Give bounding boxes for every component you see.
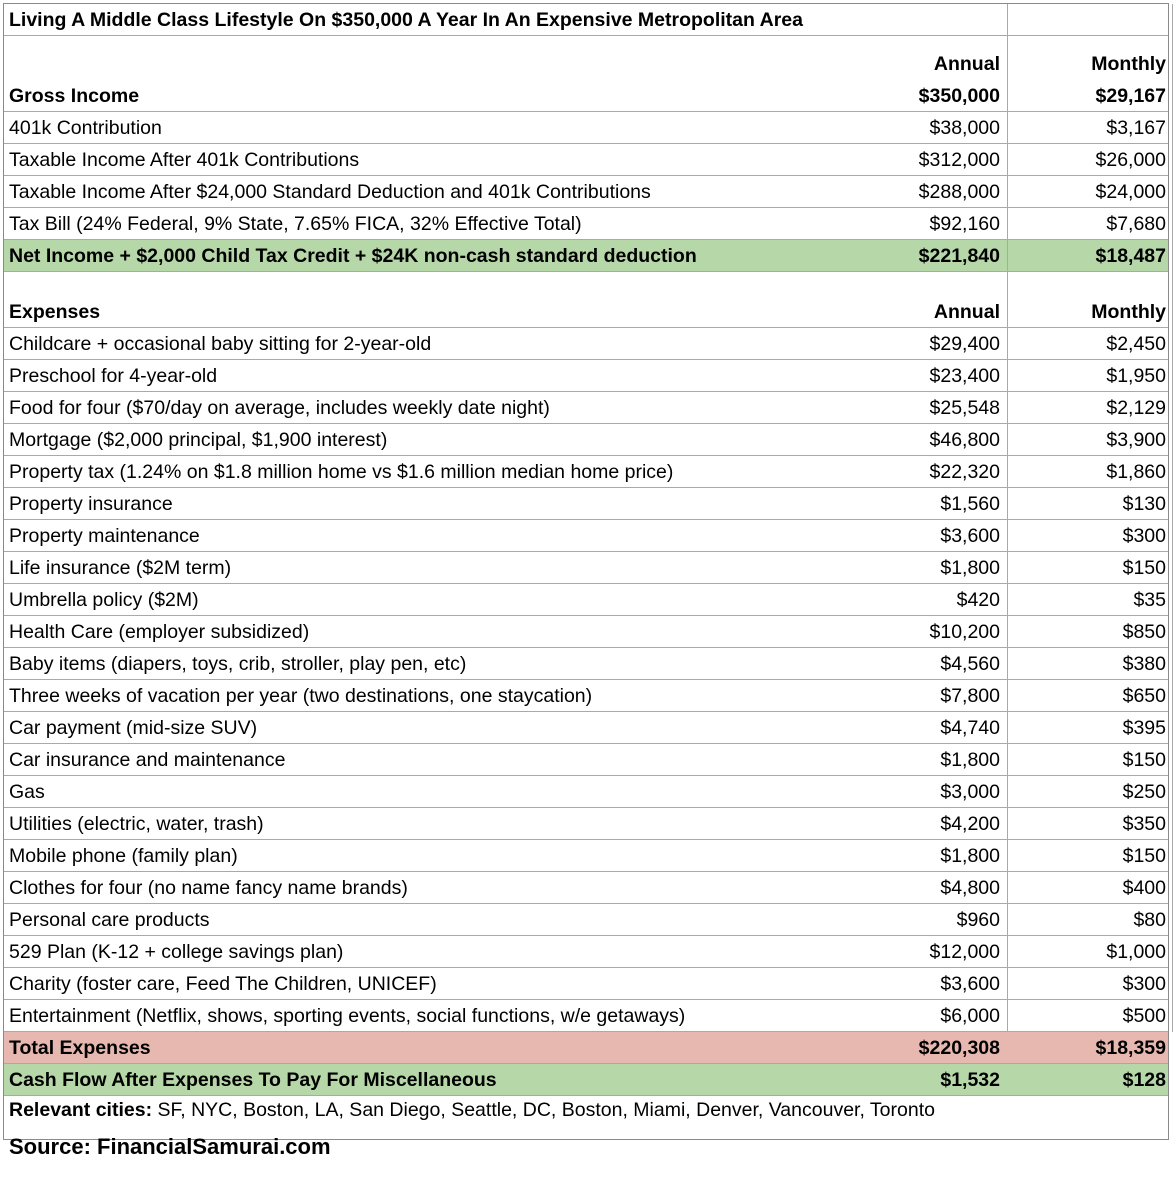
expense-item-label: Entertainment (Netflix, shows, sporting events, social functions, w/e getaways): [9, 1005, 686, 1027]
expense-item-annual: $1,800: [940, 749, 1000, 771]
total-expenses-label: Total Expenses: [9, 1037, 151, 1059]
expense-item-monthly: $350: [1122, 813, 1166, 835]
expense-item-row: [4, 616, 1168, 648]
expense-item-monthly: $850: [1122, 621, 1166, 643]
expense-item-label: Mobile phone (family plan): [9, 845, 238, 867]
expense-item-annual: $10,200: [929, 621, 1000, 643]
expense-item-monthly: $150: [1122, 749, 1166, 771]
column-divider-annual: [1007, 4, 1008, 1032]
cities-text: [9, 1094, 935, 1126]
total-expenses-annual: $220,308: [918, 1037, 1000, 1059]
expense-item-monthly: $380: [1122, 653, 1166, 675]
expenses-monthly-header: Monthly: [1091, 301, 1166, 323]
expense-item-annual: $4,800: [940, 877, 1000, 899]
expense-item-label: Charity (foster care, Feed The Children, UNICEF): [9, 973, 437, 995]
cashflow-label: Cash Flow After Expenses To Pay For Miscellaneous: [9, 1069, 497, 1091]
expenses-header-row: [4, 296, 1168, 328]
expense-item-label: Three weeks of vacation per year (two destinations, one staycation): [9, 685, 593, 707]
expense-item-monthly: $80: [1133, 909, 1166, 931]
budget-table: [3, 3, 1169, 1159]
expense-item-annual: $1,800: [940, 845, 1000, 867]
expense-item-label: Property maintenance: [9, 525, 200, 547]
column-divider-right: [1172, 4, 1173, 1032]
gross-income-row: [4, 80, 1168, 112]
expense-item-row: [4, 584, 1168, 616]
source-credit: Source: FinancialSamurai.com: [9, 1134, 331, 1159]
income-item-annual: $312,000: [918, 149, 1000, 171]
income-item-row: [4, 208, 1168, 240]
expense-item-label: Umbrella policy ($2M): [9, 589, 199, 611]
expense-item-monthly: $400: [1122, 877, 1166, 899]
expense-item-annual: $7,800: [940, 685, 1000, 707]
expense-item-annual: $3,600: [940, 973, 1000, 995]
income-item-annual: $288,000: [918, 181, 1000, 203]
expense-item-annual: $22,320: [929, 461, 1000, 483]
expense-item-monthly: $300: [1122, 525, 1166, 547]
expense-item-monthly: $395: [1122, 717, 1166, 739]
expense-item-monthly: $1,950: [1106, 365, 1166, 387]
expense-item-row: [4, 360, 1168, 392]
income-header-row: [4, 48, 1168, 80]
expense-item-monthly: $150: [1122, 557, 1166, 579]
expense-item-label: Utilities (electric, water, trash): [9, 813, 264, 835]
expense-item-monthly: $250: [1122, 781, 1166, 803]
expense-item-row: [4, 392, 1168, 424]
income-item-monthly: $3,167: [1106, 117, 1166, 139]
expense-item-row: [4, 552, 1168, 584]
expense-item-annual: $4,200: [940, 813, 1000, 835]
expense-item-monthly: $300: [1122, 973, 1166, 995]
expense-item-row: [4, 968, 1168, 1000]
expense-item-label: Car payment (mid-size SUV): [9, 717, 258, 739]
expense-item-row: [4, 456, 1168, 488]
total-expenses-monthly: $18,359: [1095, 1037, 1166, 1059]
expense-item-label: Mortgage ($2,000 principal, $1,900 interest): [9, 429, 388, 451]
expense-item-label: Baby items (diapers, toys, crib, stroller, play pen, etc): [9, 653, 467, 675]
expense-item-monthly: $1,860: [1106, 461, 1166, 483]
expense-item-row: [4, 936, 1168, 968]
expense-item-row: [4, 520, 1168, 552]
expense-item-annual: $420: [956, 589, 1000, 611]
cashflow-monthly: $128: [1122, 1069, 1166, 1091]
expense-item-monthly: $1,000: [1106, 941, 1166, 963]
income-item-label: Tax Bill (24% Federal, 9% State, 7.65% FICA, 32% Effective Total): [9, 213, 582, 235]
expense-item-annual: $1,800: [940, 557, 1000, 579]
income-item-monthly: $24,000: [1095, 181, 1166, 203]
net-income-label: Net Income + $2,000 Child Tax Credit + $24K non-cash standard deduction: [9, 245, 697, 267]
expense-item-annual: $960: [956, 909, 1000, 931]
expense-item-monthly: $150: [1122, 845, 1166, 867]
expense-item-row: [4, 872, 1168, 904]
expense-item-row: [4, 648, 1168, 680]
expense-item-label: Gas: [9, 781, 45, 803]
income-item-annual: $92,160: [929, 213, 1000, 235]
total-expenses-row: [4, 1032, 1168, 1064]
cities-row: [4, 1094, 1168, 1126]
income-item-label: Taxable Income After $24,000 Standard Deduction and 401k Contributions: [9, 181, 651, 203]
title-row: [4, 4, 1168, 36]
expense-item-monthly: $2,450: [1106, 333, 1166, 355]
monthly-column-header: Monthly: [1091, 53, 1166, 75]
page-title: Living A Middle Class Lifestyle On $350,000 A Year In An Expensive Metropolitan Area: [9, 9, 803, 31]
expense-item-annual: $3,000: [940, 781, 1000, 803]
income-item-label: 401k Contribution: [9, 117, 162, 139]
expense-item-monthly: $500: [1122, 1005, 1166, 1027]
income-item-annual: $38,000: [929, 117, 1000, 139]
expense-item-annual: $3,600: [940, 525, 1000, 547]
expenses-heading: Expenses: [9, 301, 101, 323]
gross-income-annual: $350,000: [918, 85, 1000, 107]
expense-item-row: [4, 776, 1168, 808]
cashflow-annual: $1,532: [940, 1069, 1000, 1091]
expense-item-monthly: $35: [1133, 589, 1166, 611]
source-row: [4, 1129, 1168, 1165]
expense-item-annual: $6,000: [940, 1005, 1000, 1027]
income-item-row: [4, 176, 1168, 208]
expense-item-row: [4, 744, 1168, 776]
gross-income-monthly: $29,167: [1095, 85, 1166, 107]
net-income-monthly: $18,487: [1095, 245, 1166, 267]
income-item-row: [4, 112, 1168, 144]
expense-item-row: [4, 904, 1168, 936]
expense-item-annual: $23,400: [929, 365, 1000, 387]
expense-item-annual: $1,560: [940, 493, 1000, 515]
cities-label: Relevant cities:: [9, 1099, 153, 1121]
expense-item-monthly: $2,129: [1106, 397, 1166, 419]
expense-item-annual: $4,560: [940, 653, 1000, 675]
income-item-monthly: $26,000: [1095, 149, 1166, 171]
expense-item-label: Property insurance: [9, 493, 173, 515]
cashflow-row: [4, 1064, 1168, 1096]
cities-list: SF, NYC, Boston, LA, San Diego, Seattle, DC, Boston, Miami, Denver, Vancouver, Toronto: [152, 1099, 935, 1121]
expense-item-annual: $12,000: [929, 941, 1000, 963]
expense-item-annual: $4,740: [940, 717, 1000, 739]
expense-item-label: Childcare + occasional baby sitting for 2-year-old: [9, 333, 432, 355]
expense-item-label: Preschool for 4-year-old: [9, 365, 218, 387]
expense-item-label: Property tax (1.24% on $1.8 million home vs $1.6 million median home price): [9, 461, 674, 483]
income-item-monthly: $7,680: [1106, 213, 1166, 235]
expense-item-annual: $25,548: [929, 397, 1000, 419]
expense-item-monthly: $130: [1122, 493, 1166, 515]
expense-item-row: [4, 328, 1168, 360]
gross-income-label: Gross Income: [9, 85, 140, 107]
net-income-annual: $221,840: [918, 245, 1000, 267]
expense-item-annual: $29,400: [929, 333, 1000, 355]
expense-item-row: [4, 840, 1168, 872]
expense-item-label: Personal care products: [9, 909, 210, 931]
expense-item-label: Life insurance ($2M term): [9, 557, 232, 579]
income-item-row: [4, 144, 1168, 176]
expense-item-row: [4, 488, 1168, 520]
expense-item-row: [4, 808, 1168, 840]
expense-item-label: Food for four ($70/day on average, includes weekly date night): [9, 397, 550, 419]
expense-item-row: [4, 680, 1168, 712]
expense-item-monthly: $650: [1122, 685, 1166, 707]
income-item-label: Taxable Income After 401k Contributions: [9, 149, 360, 171]
expense-item-label: 529 Plan (K-12 + college savings plan): [9, 941, 344, 963]
expense-item-monthly: $3,900: [1106, 429, 1166, 451]
expense-item-label: Car insurance and maintenance: [9, 749, 286, 771]
expenses-annual-header: Annual: [933, 301, 1000, 323]
expense-item-label: Health Care (employer subsidized): [9, 621, 310, 643]
expense-item-row: [4, 424, 1168, 456]
expense-item-annual: $46,800: [929, 429, 1000, 451]
expense-item-label: Clothes for four (no name fancy name brands): [9, 877, 408, 899]
expense-item-row: [4, 1000, 1168, 1032]
expense-item-row: [4, 712, 1168, 744]
net-income-row: [4, 240, 1168, 272]
annual-column-header: Annual: [933, 53, 1000, 75]
